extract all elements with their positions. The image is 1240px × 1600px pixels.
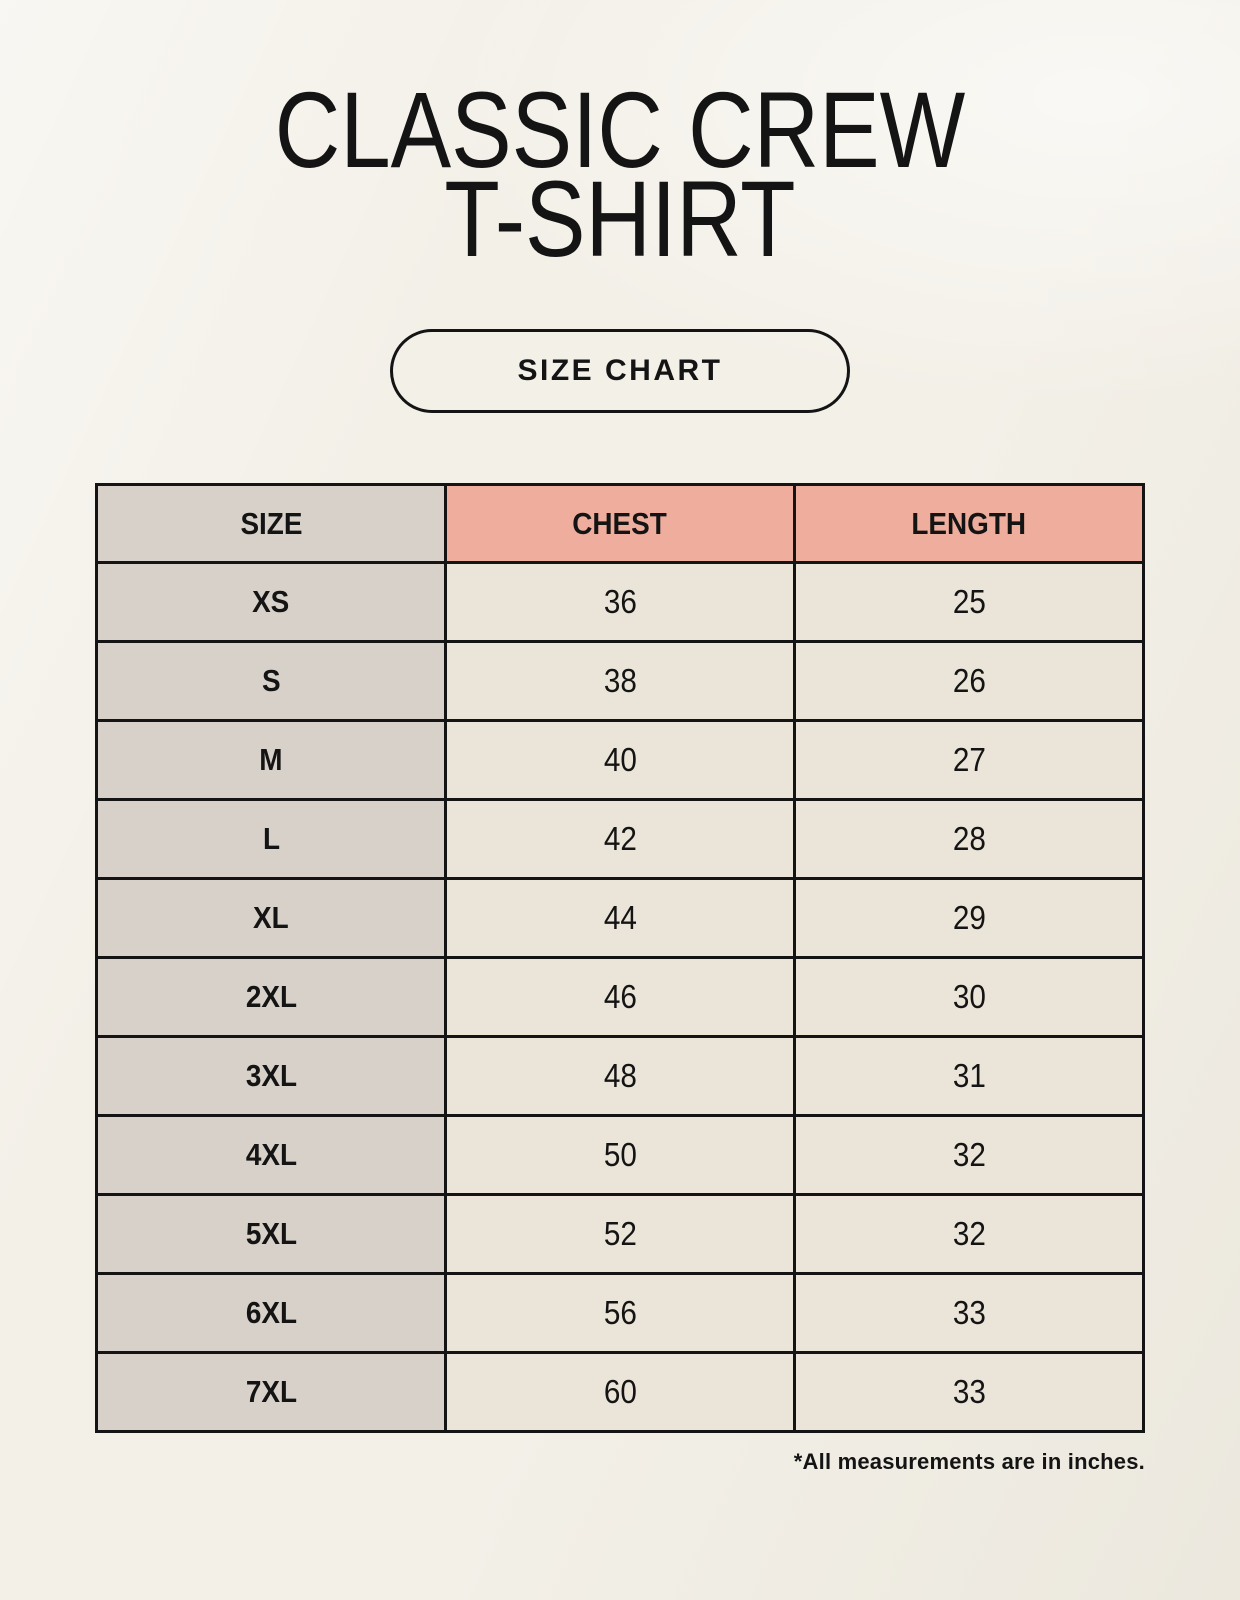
- size-cell: 3XL: [97, 1037, 446, 1116]
- table-row: [97, 1195, 1144, 1274]
- length-cell: 33: [795, 1353, 1144, 1432]
- table-row: [97, 800, 1144, 879]
- length-cell: 28: [795, 800, 1144, 879]
- table-row: [97, 1274, 1144, 1353]
- size-chart-badge: [390, 329, 850, 413]
- column-header-size: SIZE: [97, 485, 446, 563]
- chest-cell: 60: [446, 1353, 795, 1432]
- length-cell: 32: [795, 1195, 1144, 1274]
- table-row: [97, 1037, 1144, 1116]
- chest-cell: 44: [446, 879, 795, 958]
- table-row: [97, 1116, 1144, 1195]
- chest-cell: 56: [446, 1274, 795, 1353]
- size-cell: 2XL: [97, 958, 446, 1037]
- table-header-row: [97, 485, 1144, 563]
- length-cell: 27: [795, 721, 1144, 800]
- table-row: [97, 879, 1144, 958]
- size-cell: XS: [97, 563, 446, 642]
- size-table: [95, 483, 1145, 1433]
- size-cell: 5XL: [97, 1195, 446, 1274]
- length-cell: 31: [795, 1037, 1144, 1116]
- size-cell: S: [97, 642, 446, 721]
- length-cell: 30: [795, 958, 1144, 1037]
- length-cell: 32: [795, 1116, 1144, 1195]
- size-cell: M: [97, 721, 446, 800]
- length-cell: 25: [795, 563, 1144, 642]
- length-cell: 26: [795, 642, 1144, 721]
- chest-cell: 50: [446, 1116, 795, 1195]
- column-header-chest: CHEST: [446, 485, 795, 563]
- table-row: [97, 563, 1144, 642]
- length-cell: 33: [795, 1274, 1144, 1353]
- page-title-line-2: T-SHIRT: [444, 157, 796, 279]
- length-cell: 29: [795, 879, 1144, 958]
- table-row: [97, 958, 1144, 1037]
- page-title-line-1: CLASSIC CREW: [274, 69, 966, 190]
- table-row: [97, 721, 1144, 800]
- size-cell: 4XL: [97, 1116, 446, 1195]
- size-cell: 6XL: [97, 1274, 446, 1353]
- size-cell: 7XL: [97, 1353, 446, 1432]
- chest-cell: 38: [446, 642, 795, 721]
- table-row: [97, 1353, 1144, 1432]
- measurements-note: *All measurements are in inches.: [793, 1449, 1145, 1475]
- chest-cell: 46: [446, 958, 795, 1037]
- page-title: [0, 0, 1240, 279]
- size-cell: XL: [97, 879, 446, 958]
- size-cell: L: [97, 800, 446, 879]
- chest-cell: 42: [446, 800, 795, 879]
- chest-cell: 52: [446, 1195, 795, 1274]
- chest-cell: 36: [446, 563, 795, 642]
- table-row: [97, 642, 1144, 721]
- column-header-length: LENGTH: [795, 485, 1144, 563]
- chest-cell: 40: [446, 721, 795, 800]
- chest-cell: 48: [446, 1037, 795, 1116]
- size-chart-badge-label: SIZE CHART: [517, 354, 723, 388]
